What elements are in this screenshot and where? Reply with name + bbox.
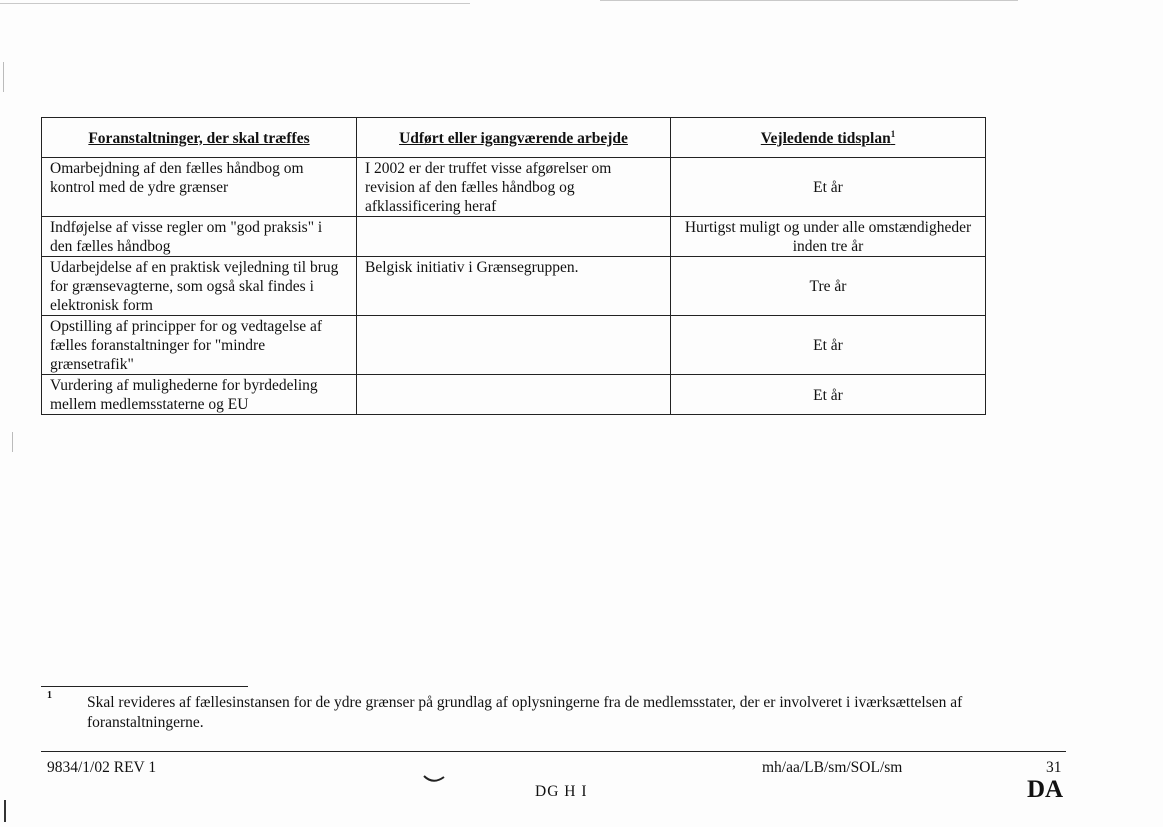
table-row [42,375,986,415]
measure-cell: Omarbejdning af den fælles håndbog om kontrol med de ydre grænser [42,158,357,217]
footnote-text: Skal revideres af fællesinstansen for de ydre grænser på grundlag af oplysningerne fra de medlemsstater, der er involveret i iværksættelsen af foranstaltningerne. [87,694,963,731]
work-cell: Belgisk initiativ i Grænsegruppen. [357,257,671,316]
measure-cell: Opstilling af principper for og vedtagelse af fælles foranstaltninger for "mindre grænsetrafik" [42,316,357,375]
language-code: DA [1027,776,1064,803]
footnote-reference: 1 [890,128,896,139]
table-row [42,257,986,316]
footer-initials: mh/aa/LB/sm/SOL/sm [762,759,903,776]
scan-margin-mark [12,432,13,452]
timetable-cell: Hurtigst muligt og under alle omstændigheder inden tre år [671,217,986,257]
table-row [42,217,986,257]
timetable-cell: Et år [671,158,986,217]
table-row [42,316,986,375]
scan-artifact-line [600,0,1018,1]
measure-cell: Vurdering af mulighederne for byrdedeling mellem medlemsstaterne og EU [42,375,357,415]
work-cell [357,316,671,375]
footer-directorate: DG H I [535,783,588,800]
timetable-cell: Et år [671,375,986,415]
timetable-cell: Tre år [671,257,986,316]
footnote-separator [41,686,248,687]
measures-table [41,117,986,415]
footer-document-reference: 9834/1/02 REV 1 [47,759,157,776]
scan-margin-mark [3,62,4,92]
measure-cell: Indføjelse af visse regler om "god praksis" i den fælles håndbog [42,217,357,257]
work-cell: I 2002 er der truffet visse afgørelser om revision af den fælles håndbog og afklassificering heraf [357,158,671,217]
scan-artifact-line [0,3,470,4]
column-header-measures: Foranstaltninger, der skal træffes [42,118,357,158]
page-number: 31 [1046,759,1062,776]
column-header-timetable [671,118,986,158]
scan-margin-mark [4,800,6,822]
measure-cell: Udarbejdelse af en praktisk vejledning til brug for grænsevagterne, som også skal findes i elektronisk form [42,257,357,316]
footer-separator [41,751,1066,752]
table-row [42,158,986,217]
work-cell [357,217,671,257]
timetable-cell: Et år [671,316,986,375]
table-header-row [42,118,986,158]
work-cell [357,375,671,415]
scan-smudge-mark [422,773,446,785]
footnote-number: 1 [47,690,52,701]
column-header-work: Udført eller igangværende arbejde [357,118,671,158]
column-header-timetable-label: Vejledende tidsplan [760,129,891,147]
